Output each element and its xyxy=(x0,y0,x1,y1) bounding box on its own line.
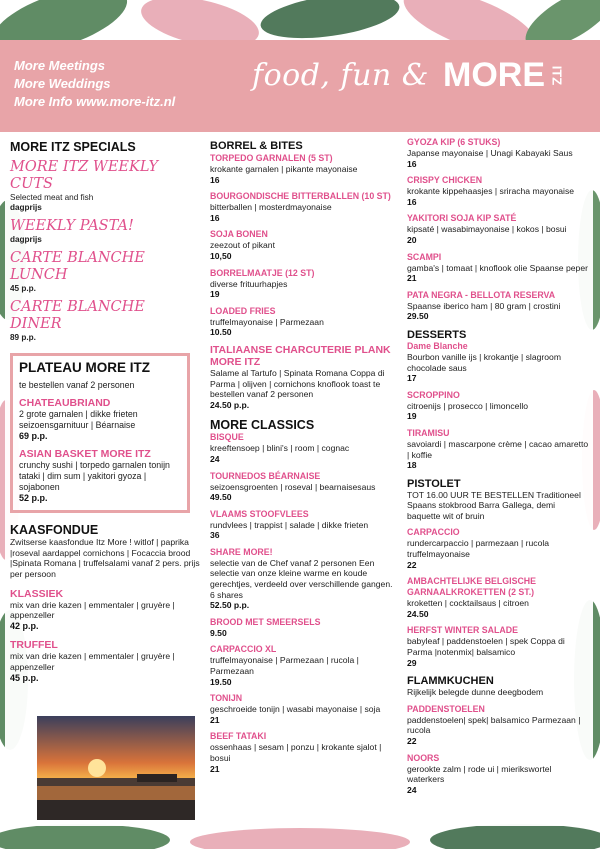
menu-item-name: TONIJN xyxy=(210,693,243,704)
menu-item-price: 19 xyxy=(210,289,220,300)
special-desc: Selected meat and fish xyxy=(10,193,94,202)
menu-item-desc: rundercarpaccio | parmezaan | rucola truffelmayonaise xyxy=(407,538,550,560)
menu-item-name: KLASSIEK xyxy=(10,587,64,600)
menu-item-name: SHARE MORE! xyxy=(210,546,273,557)
menu-item-desc: krokante kippehaasjes | sriracha mayonaise xyxy=(407,186,575,197)
menu-item-desc: mix van drie kazen | emmentaler | gruyère | appenzeller xyxy=(10,599,175,621)
menu-item-desc: 2 grote garnalen | dikke frieten seizoensgarnituur | Béarnaise xyxy=(19,409,138,430)
menu-item-name: ITALIAANSE CHARCUTERIE PLANK MORE ITZ xyxy=(210,343,391,368)
menu-item-price: 19 xyxy=(407,411,417,422)
menu-item-name: TOURNEDOS BÉARNAISE xyxy=(210,470,321,481)
menu-item-desc: zeezout of pikant xyxy=(210,240,275,251)
menu-item-name: BEEF TATAKI xyxy=(210,731,267,742)
menu-item-name: CARPACCIO XL xyxy=(210,644,277,655)
menu-item-name: VLAAMS STOOFVLEES xyxy=(210,508,309,519)
menu-item-price: 22 xyxy=(407,736,417,746)
menu-item-name: SCAMPI xyxy=(407,251,442,262)
tagline-info-link[interactable]: More Info www.more-itz.nl xyxy=(14,94,176,109)
fondue-desc: Zwitserse kaasfondue Itz More ! witlof | paprika |roseval aardappel cornichons | Focaccia brood |Spinata Romana | truffelsalami vanaf 2 pers. prijs per persoon xyxy=(10,537,200,579)
menu-item-desc: Salame al Tartufo | Spinata Romana Coppa di Parma | olijven | cornichons knoflook toast te bestellen vanaf 2 personen xyxy=(210,367,385,400)
menu-item-price: 24 xyxy=(210,453,220,464)
menu-item-price: 24.50 xyxy=(407,608,429,619)
menu-item-desc: gamba's | tomaat | knoflook olie Spaanse peper xyxy=(407,262,588,273)
menu-item-desc: rundvlees | trappist | salade | dikke frieten xyxy=(210,519,369,530)
menu-item-desc: seizoensgroenten | roseval | bearnaisesaus xyxy=(210,481,376,492)
menu-item-price: 21 xyxy=(210,714,220,725)
menu-item-desc: truffelmayonaise | Parmezaan xyxy=(210,316,324,327)
logo-more-word: MORE xyxy=(443,56,546,94)
pistolet-title: PISTOLET xyxy=(407,477,461,490)
menu-item-price: 42 p.p. xyxy=(10,620,39,631)
flammkuchen-title: FLAMMKUCHEN xyxy=(407,675,494,688)
menu-item-name: CRISPY CHICKEN xyxy=(407,175,483,186)
menu-item-price: 16 xyxy=(407,196,417,207)
menu-item-desc: kreeftensoep | blini's | room | cognac xyxy=(210,443,350,454)
menu-item-desc: kroketten | cocktailsaus | citroen xyxy=(407,598,529,609)
menu-item-name: AMBACHTELIJKE BELGISCHE GARNAALKROKETTEN (2 ST.) xyxy=(407,576,537,598)
classics-title: MORE CLASSICS xyxy=(210,418,315,433)
menu-item-price: 16 xyxy=(407,158,417,169)
menu-item-desc: bitterballen | mosterdmayonaise xyxy=(210,202,332,213)
menu-item-desc: Japanse mayonaise | Unagi Kabayaki Saus xyxy=(407,148,573,158)
menu-item-name: TORPEDO GARNALEN (5 ST) xyxy=(210,153,333,163)
menu-item-name: TIRAMISU xyxy=(407,427,450,438)
menu-item-price: 21 xyxy=(407,273,417,284)
menu-item-price: 22 xyxy=(407,559,417,570)
menu-item-desc: diverse frituurhapjes xyxy=(210,278,288,289)
menu-item-name: SCROPPINO xyxy=(407,389,460,400)
header-tagline xyxy=(14,57,175,111)
pistolet-desc: TOT 16.00 UUR TE BESTELLEN Traditioneel Spaans stokbrood Barra Gallega, demi baquette wit of bruin xyxy=(407,489,581,521)
menu-item-name: PADDENSTOELEN xyxy=(407,703,485,714)
menu-item-price: 24.50 p.p. xyxy=(210,399,250,410)
menu-item-desc: kipsaté | wasabimayonaise | kokos | bosui xyxy=(407,224,567,235)
menu-item-name: CARPACCIO xyxy=(407,527,460,538)
menu-item-price: 29.50 xyxy=(407,311,429,322)
menu-item-price: 69 p.p. xyxy=(19,431,48,441)
menu-item-name: Dame Blanche xyxy=(407,340,468,351)
column-1 xyxy=(10,136,200,683)
menu-item-name: CHATEAUBRIAND xyxy=(19,397,111,409)
menu-item-price: 16 xyxy=(210,174,220,185)
menu-item-price: 21 xyxy=(210,763,220,774)
special-price: dagprijs xyxy=(10,235,42,244)
menu-item-desc: paddenstoelen| spek| balsamico Parmezaan | rucola xyxy=(407,714,581,736)
menu-item-name: GYOZA KIP (6 STUKS) xyxy=(407,137,501,147)
special-price: 89 p.p. xyxy=(10,333,36,342)
menu-item-desc: truffelmayonaise | Parmezaan | rucola | Parmezaan xyxy=(210,655,359,677)
tagline-meetings: More Meetings xyxy=(14,58,106,73)
menu-item-desc: gerookte zalm | rode ui | mierikswortel waterkers xyxy=(407,763,552,785)
menu-item-price: 18 xyxy=(407,460,417,471)
harbour-sunset-photo xyxy=(37,716,195,820)
menu-item-price: 16 xyxy=(210,212,220,223)
plateau-box xyxy=(10,353,190,513)
plateau-title: PLATEAU MORE ITZ xyxy=(19,360,150,375)
menu-item-desc: crunchy sushi | torpedo garnalen tonijn tataki | dim sum | yakitori gyoza | sojabonen xyxy=(19,459,170,492)
menu-item-price: 17 xyxy=(407,373,417,384)
menu-item-desc: savoiardi | mascarpone crème | cacao amaretto | koffie xyxy=(407,438,589,460)
special-name: CARTE BLANCHE LUNCH xyxy=(10,250,145,283)
menu-item-name: ASIAN BASKET MORE ITZ xyxy=(19,447,151,460)
special-name: CARTE BLANCHE DINER xyxy=(10,299,145,332)
menu-item-desc: ossenhaas | sesam | ponzu | krokante sjalot | bosui xyxy=(210,742,382,763)
logo-itz-suffix: ITZ xyxy=(549,65,565,86)
menu-item-name: SOJA BONEN xyxy=(210,229,268,240)
menu-item-price: 10,50 xyxy=(210,250,232,261)
logo xyxy=(252,56,567,106)
menu-item-price: 24 xyxy=(407,784,417,795)
menu-item-name: HERFST WINTER SALADE xyxy=(407,625,518,636)
menu-item-price: 45 p.p. xyxy=(10,672,39,683)
menu-item-price: 52 p.p. xyxy=(19,492,48,503)
special-price: 45 p.p. xyxy=(10,284,36,293)
special-name: WEEKLY PASTA! xyxy=(10,218,134,234)
fondue-title: KAASFONDUE xyxy=(10,523,99,538)
special-name: MORE ITZ WEEKLY CUTS xyxy=(10,159,159,192)
logo-script-text: food, fun & xyxy=(252,58,440,93)
menu-item-desc: Spaanse iberico ham | 80 gram | crostini xyxy=(407,300,561,311)
menu-item-price: 20 xyxy=(407,234,417,245)
menu-item-name: BORRELMAATJE (12 ST) xyxy=(210,267,315,278)
menu-item-desc: Bourbon vanille ijs | krokantje | slagroom chocolade saus xyxy=(407,351,561,373)
menu-item-price: 10.50 xyxy=(210,327,232,338)
menu-item-name: TRUFFEL xyxy=(10,639,58,652)
menu-item-price: 29 xyxy=(407,657,417,668)
menu-item-name: YAKITORI SOJA KIP SATÉ xyxy=(407,213,517,224)
menu-item-desc: babyleaf | paddenstoelen | spek Coppa di Parma |notenmix| balsamico xyxy=(407,636,565,658)
menu-item-price: 36 xyxy=(210,530,220,541)
borrel-title: BORREL & BITES xyxy=(210,140,303,152)
menu-item-price: 49.50 xyxy=(210,492,232,503)
menu-item-desc: krokante garnalen | pikante mayonaise xyxy=(210,164,358,174)
menu-item-name: LOADED FRIES xyxy=(210,305,276,316)
menu-item-price: 9.50 xyxy=(210,627,227,638)
column-3 xyxy=(407,136,589,795)
column-2 xyxy=(210,136,398,774)
tagline-weddings: More Weddings xyxy=(14,76,111,91)
menu-item-name: BISQUE xyxy=(210,432,244,443)
menu-item-name: BOURGONDISCHE BITTERBALLEN (10 ST) xyxy=(210,191,391,202)
menu-item-desc: geschroeide tonijn | wasabi mayonaise | soja xyxy=(210,704,381,715)
plateau-subtitle: te bestellen vanaf 2 personen xyxy=(19,380,135,390)
menu-item-price: 19.50 xyxy=(210,676,232,687)
desserts-title: DESSERTS xyxy=(407,328,467,341)
menu-item-price: 52.50 p.p. xyxy=(210,600,250,611)
menu-item-desc: citroenijs | prosecco | limoncello xyxy=(407,400,529,411)
menu-item-desc: selectie van de Chef vanaf 2 personen Een selectie van onze kleine warme en koude gerechtjes, verdeeld over verschillende gangen. 6 shares xyxy=(210,557,393,600)
menu-item-name: BROOD MET SMEERSELS xyxy=(210,616,321,627)
menu-item-desc: mix van drie kazen | emmentaler | gruyère | appenzeller xyxy=(10,651,175,672)
special-price: dagprijs xyxy=(10,203,42,212)
menu-item-name: NOORS xyxy=(407,752,440,763)
menu-item-name: PATA NEGRA - BELLOTA RESERVA xyxy=(407,289,556,300)
specials-title: MORE ITZ SPECIALS xyxy=(10,140,136,154)
flammkuchen-desc: Rijkelijk belegde dunne deegbodem xyxy=(407,687,544,698)
